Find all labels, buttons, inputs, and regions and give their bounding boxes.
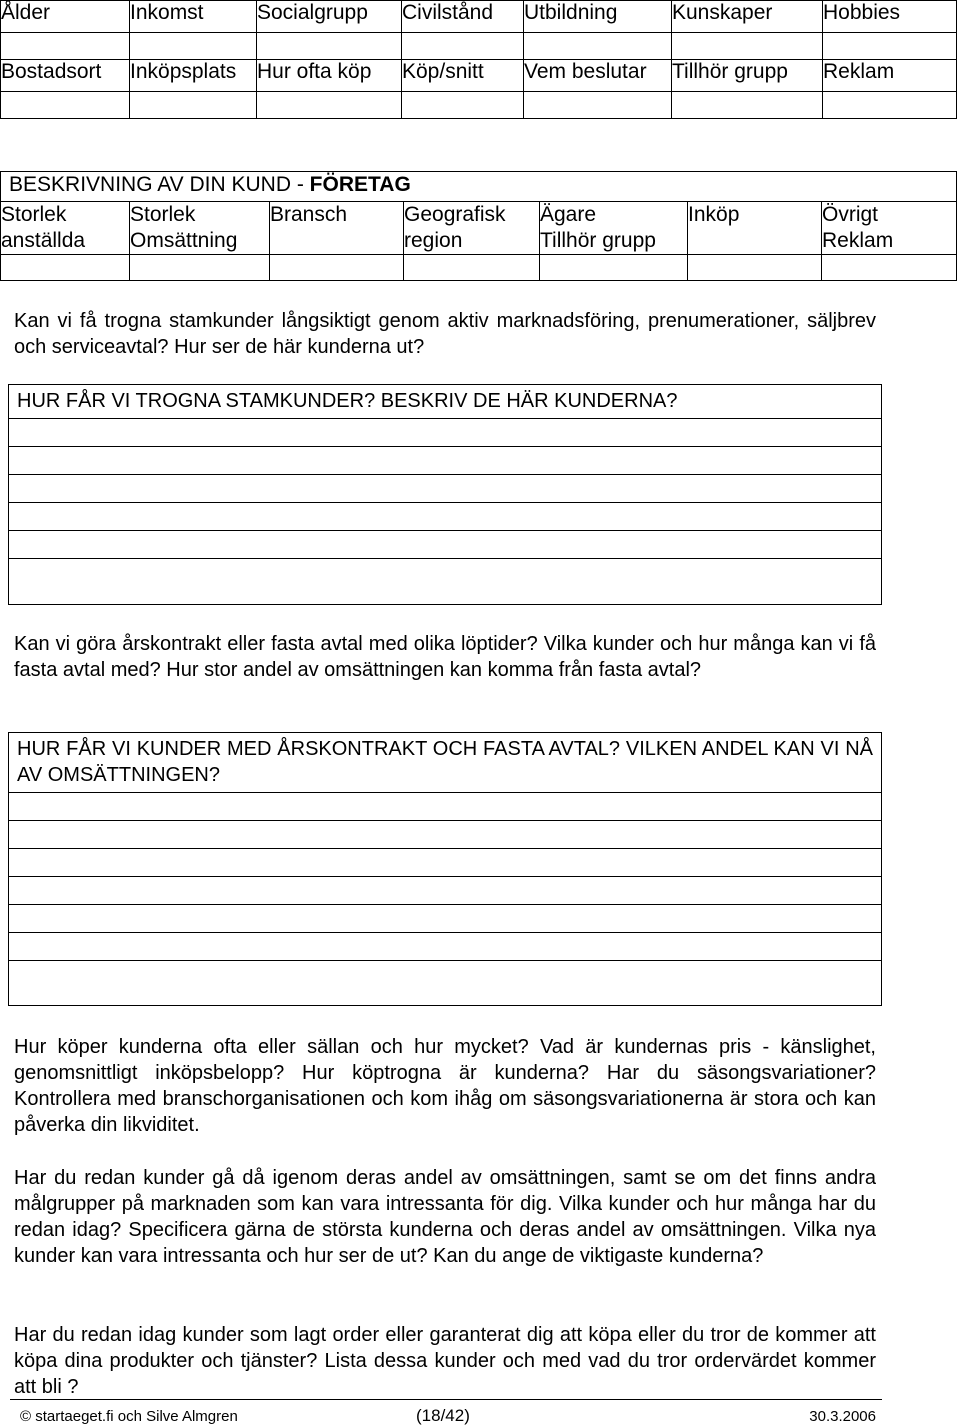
question-paragraph: Kan vi få trogna stamkunder långsiktigt genom aktiv marknadsföring, prenumerationer, säljbrev och serviceavtal? Hur ser de här kunderna ut?: [14, 310, 876, 358]
empty-cell[interactable]: [524, 92, 672, 119]
table-header-row: [1, 172, 957, 202]
empty-cell[interactable]: [823, 33, 957, 60]
answer-line[interactable]: [9, 558, 881, 586]
table-cell: Köp/snitt: [402, 60, 524, 92]
column-header: [270, 202, 404, 255]
column-header-line: Ägare: [540, 203, 597, 226]
answer-line[interactable]: [9, 904, 881, 932]
empty-cell[interactable]: [672, 33, 823, 60]
answer-line[interactable]: [9, 820, 881, 848]
table-cell: Utbildning: [524, 1, 672, 33]
answer-line[interactable]: [9, 530, 881, 558]
empty-cell[interactable]: [130, 255, 270, 281]
table-title: [1, 172, 957, 202]
table-cell: Ålder: [1, 1, 130, 33]
answer-line[interactable]: [9, 502, 881, 530]
page-footer: [10, 1399, 882, 1425]
table-cell: Civilstånd: [402, 1, 524, 33]
column-header-line: Övrigt: [822, 203, 879, 226]
column-header-line: Storlek: [1, 203, 67, 226]
answer-line[interactable]: [9, 446, 881, 474]
table-cell: Reklam: [823, 60, 957, 92]
column-header: [130, 202, 270, 255]
answer-line[interactable]: [9, 876, 881, 904]
table-cell: Hur ofta köp: [257, 60, 402, 92]
table-cell: Inköpsplats: [130, 60, 257, 92]
table-cell: Inkomst: [130, 1, 257, 33]
customer-attributes-table: [0, 0, 957, 119]
column-header-line: Geografisk: [404, 203, 506, 226]
empty-cell[interactable]: [270, 255, 404, 281]
empty-cell[interactable]: [540, 255, 688, 281]
empty-cell[interactable]: [404, 255, 540, 281]
empty-cell[interactable]: [1, 255, 130, 281]
footer-date: 30.3.2006: [809, 1408, 876, 1425]
answer-line[interactable]: [9, 960, 881, 988]
answer-line[interactable]: [9, 474, 881, 502]
answer-line[interactable]: [9, 418, 881, 446]
column-header: [540, 202, 688, 255]
table-cell: Kunskaper: [672, 1, 823, 33]
column-header-line: Reklam: [822, 229, 894, 252]
empty-cell[interactable]: [402, 33, 524, 60]
table-cell: Vem beslutar: [524, 60, 672, 92]
table-cell: Socialgrupp: [257, 1, 402, 33]
column-header: [404, 202, 540, 255]
empty-cell[interactable]: [130, 92, 257, 119]
empty-cell[interactable]: [257, 33, 402, 60]
column-header: [688, 202, 822, 255]
table-cell: Bostadsort: [1, 60, 130, 92]
answer-line[interactable]: [9, 932, 881, 960]
empty-cell[interactable]: [823, 92, 957, 119]
empty-cell[interactable]: [672, 92, 823, 119]
company-customer-table: [0, 171, 957, 281]
empty-cell[interactable]: [130, 33, 257, 60]
table-title-prefix: BESKRIVNING AV DIN KUND -: [9, 173, 310, 196]
table-cell: Tillhör grupp: [672, 60, 823, 92]
column-header: [1, 202, 130, 255]
column-header-line: region: [404, 229, 463, 252]
empty-cell[interactable]: [402, 92, 524, 119]
table-row: [1, 60, 957, 92]
answer-box-annual-contracts: [8, 732, 882, 1006]
empty-cell[interactable]: [688, 255, 822, 281]
table-row: [1, 1, 957, 33]
column-header-line: Omsättning: [130, 229, 238, 252]
empty-cell[interactable]: [1, 33, 130, 60]
answer-line[interactable]: [9, 792, 881, 820]
table-row: [1, 255, 957, 281]
body-paragraph: Har du redan kunder gå då igenom deras andel av omsättningen, samt se om det finns andra målgrupper på marknaden som kan vara intressanta för dig. Vilka kunder och hur många har du redan idag? Specificera gärna de största kunderna och deras andel av omsättningen. Vilka nya kunder kan vara intressanta och hur ser de ut? Kan du ange de viktigaste kunderna?: [14, 1167, 876, 1267]
column-header-line: Tillhör grupp: [540, 229, 656, 252]
answer-box-heading: HUR FÅR VI KUNDER MED ÅRSKONTRAKT OCH FASTA AVTAL? VILKEN ANDEL KAN VI NÅ AV OMSÄTTNINGEN?: [17, 738, 873, 786]
table-row: [1, 92, 957, 119]
column-header: [822, 202, 957, 255]
empty-cell[interactable]: [257, 92, 402, 119]
answer-box-heading: HUR FÅR VI TROGNA STAMKUNDER? BESKRIV DE HÄR KUNDERNA?: [17, 390, 678, 412]
answer-box-loyal-customers: [8, 384, 882, 605]
table-title-bold: FÖRETAG: [309, 173, 411, 196]
question-paragraph: Kan vi göra årskontrakt eller fasta avtal med olika löptider? Vilka kunder och hur många kan vi få fasta avtal med? Hur stor andel av omsättningen kan komma från fasta avtal?: [14, 633, 876, 681]
footer-page-number: (18/42): [416, 1406, 470, 1425]
footer-copyright: © startaeget.fi och Silve Almgren: [20, 1408, 238, 1425]
empty-cell[interactable]: [822, 255, 957, 281]
empty-cell[interactable]: [1, 92, 130, 119]
column-header-line: Bransch: [270, 203, 348, 226]
table-cell: Hobbies: [823, 1, 957, 33]
body-paragraph: Har du redan idag kunder som lagt order eller garanterat dig att köpa eller du tror de kommer att köpa dina produkter och tjänster? Lista dessa kunder och med vad du tror ordervärdet kommer att bli ?: [14, 1324, 876, 1398]
column-header-line: Inköp: [688, 203, 740, 226]
answer-line[interactable]: [9, 848, 881, 876]
table-row: [1, 33, 957, 60]
body-paragraph: Hur köper kunderna ofta eller sällan och hur mycket? Vad är kundernas pris - känslighet, genomsnittligt inköpsbelopp? Hur köptrogna är kunderna? Har du säsongsvariationer? Kontrollera med branschorganisationen och kom ihåg om säsongsvariationerna är stora och kan påverka din likviditet.: [14, 1036, 876, 1136]
table-row: [1, 202, 957, 255]
empty-cell[interactable]: [524, 33, 672, 60]
column-header-line: Storlek: [130, 203, 196, 226]
column-header-line: anställda: [1, 229, 86, 252]
